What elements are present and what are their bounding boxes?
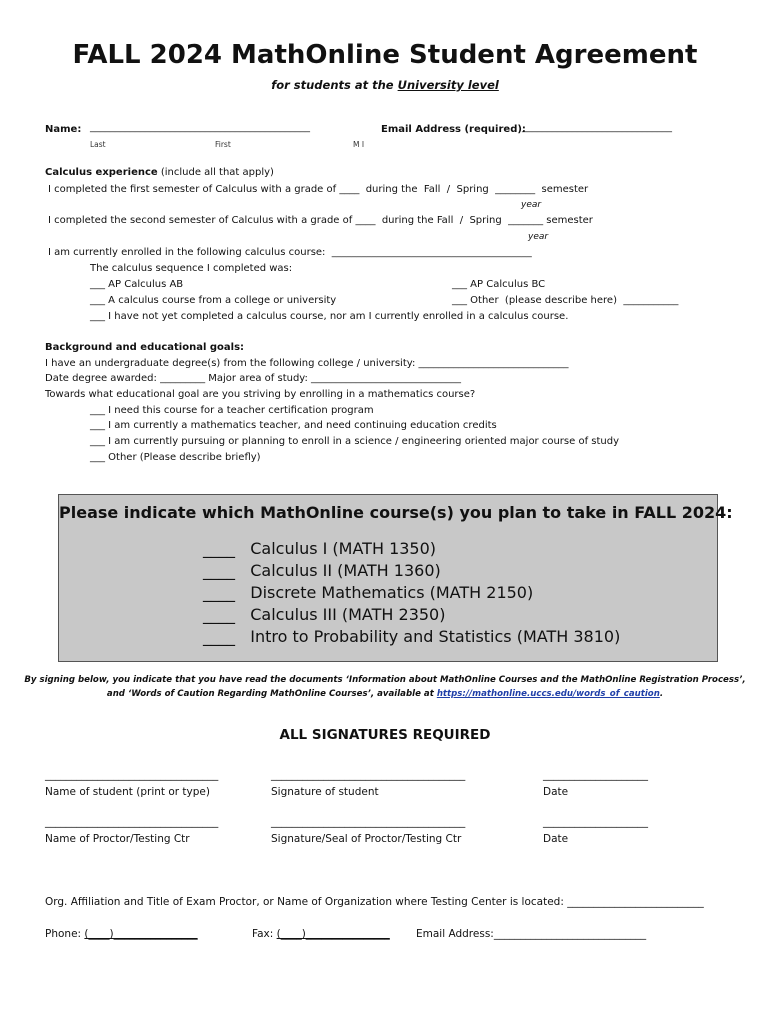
subtitle-prefix: for students at the [271, 78, 398, 92]
proctor-email-field[interactable]: _____________________________ [493, 928, 647, 940]
student-name-caption: Name of student (print or type) [45, 786, 210, 798]
words-of-caution-link[interactable]: https://mathonline.uccs.edu/words_of_caution [436, 689, 660, 699]
course-option[interactable]: ____ Calculus III (MATH 2350) [203, 605, 446, 624]
proctor-date-field[interactable]: ____________________ [543, 816, 648, 828]
signatures-heading: ALL SIGNATURES REQUIRED [279, 727, 491, 743]
proctor-name-caption: Name of Proctor/Testing Ctr [45, 833, 190, 845]
course-option[interactable]: ____ Calculus II (MATH 1360) [203, 561, 441, 580]
fax-row [252, 928, 390, 940]
middle-initial-caption: M I [353, 140, 365, 149]
sequence-label: The calculus sequence I completed was: [90, 263, 293, 274]
student-date-field[interactable]: ____________________ [543, 769, 648, 781]
course-option[interactable]: ____ Discrete Mathematics (MATH 2150) [203, 583, 534, 602]
degree-date-line[interactable]: Date degree awarded: _________ Major area of study: ______________________________ [45, 373, 462, 384]
email-field[interactable]: ______________________________ [522, 122, 672, 133]
notice-prefix: and ‘Words of Caution Regarding MathOnline Courses’, available at [106, 689, 437, 699]
goal-question: Towards what educational goal are you striving by enrolling in a mathematics course? [45, 389, 476, 400]
degree-college-line[interactable]: I have an undergraduate degree(s) from the following college / university: ______________________________ [45, 358, 569, 369]
organization-line[interactable]: Org. Affiliation and Title of Exam Proctor, or Name of Organization where Testing Center is located: __________________________ [45, 896, 704, 908]
proctor-email-row [416, 928, 646, 940]
calculus-first-semester[interactable]: I completed the first semester of Calculus with a grade of ____ during the Fall / Spring ________ semester [48, 184, 589, 195]
course-option[interactable]: ____ Intro to Probability and Statistics (MATH 3810) [203, 627, 621, 646]
goal-option[interactable]: ___ I need this course for a teacher certification program [90, 405, 374, 416]
phone-field[interactable]: (____)________________ [84, 928, 198, 940]
subtitle-level: University level [397, 78, 499, 92]
student-signature-caption: Signature of student [271, 786, 379, 798]
notice-suffix: . [659, 689, 664, 699]
option-none[interactable]: ___ I have not yet completed a calculus course, nor am I currently enrolled in a calculus course. [90, 311, 569, 322]
fax-field[interactable]: (____)________________ [276, 928, 390, 940]
notice-line-1: By signing below, you indicate that you have read the documents ‘Information about MathOnline Courses and the MathOnline Registration Process’, [24, 675, 746, 685]
page-subtitle [0, 78, 770, 92]
course-selection-box [58, 494, 733, 662]
page-title: FALL 2024 MathOnline Student Agreement [72, 40, 698, 70]
name-field[interactable]: ____________________________________________ [90, 122, 310, 133]
calculus-heading-bold: Calculus experience [45, 167, 158, 178]
option-other[interactable]: ___ Other (please describe here) ___________ [452, 295, 679, 306]
email-label: Email Address (required): [381, 124, 526, 135]
notice-line-2 [0, 689, 770, 699]
goal-option[interactable]: ___ I am currently pursuing or planning to enroll in a science / engineering oriented major course of study [90, 436, 620, 447]
proctor-name-field[interactable]: _________________________________ [45, 816, 219, 828]
goal-option[interactable]: ___ Other (Please describe briefly) [90, 452, 261, 463]
first-name-caption: First [215, 140, 231, 149]
year-caption-2: year [528, 232, 549, 242]
calculus-second-semester[interactable]: I completed the second semester of Calculus with a grade of ____ during the Fall / Spring _______ semester [48, 215, 593, 226]
student-date-caption: Date [543, 786, 569, 798]
course-option[interactable]: ____ Calculus I (MATH 1350) [203, 539, 437, 558]
student-name-field[interactable]: _________________________________ [45, 769, 219, 781]
calculus-heading-note: (include all that apply) [157, 167, 274, 178]
course-selection-heading: Please indicate which MathOnline course(s) you plan to take in FALL 2024: [59, 503, 733, 522]
calculus-current-course[interactable]: I am currently enrolled in the following calculus course: ________________________________________ [48, 247, 532, 258]
phone-label: Phone: [45, 928, 85, 940]
proctor-email-label: Email Address: [416, 928, 494, 940]
name-label: Name: [45, 124, 82, 135]
background-heading: Background and educational goals: [45, 342, 245, 353]
last-name-caption: Last [90, 140, 106, 149]
year-caption-1: year [521, 200, 542, 210]
student-signature-field[interactable]: _____________________________________ [271, 769, 466, 781]
proctor-date-caption: Date [543, 833, 569, 845]
goal-option[interactable]: ___ I am currently a mathematics teacher, and need continuing education credits [90, 420, 497, 431]
fax-label: Fax: [252, 928, 277, 940]
calculus-heading [45, 167, 274, 178]
option-ap-bc[interactable]: ___ AP Calculus BC [452, 279, 546, 290]
proctor-signature-caption: Signature/Seal of Proctor/Testing Ctr [271, 833, 462, 845]
proctor-signature-field[interactable]: _____________________________________ [271, 816, 466, 828]
phone-row [45, 928, 198, 940]
option-ap-ab[interactable]: ___ AP Calculus AB [90, 279, 184, 290]
option-college-course[interactable]: ___ A calculus course from a college or university [90, 295, 337, 306]
